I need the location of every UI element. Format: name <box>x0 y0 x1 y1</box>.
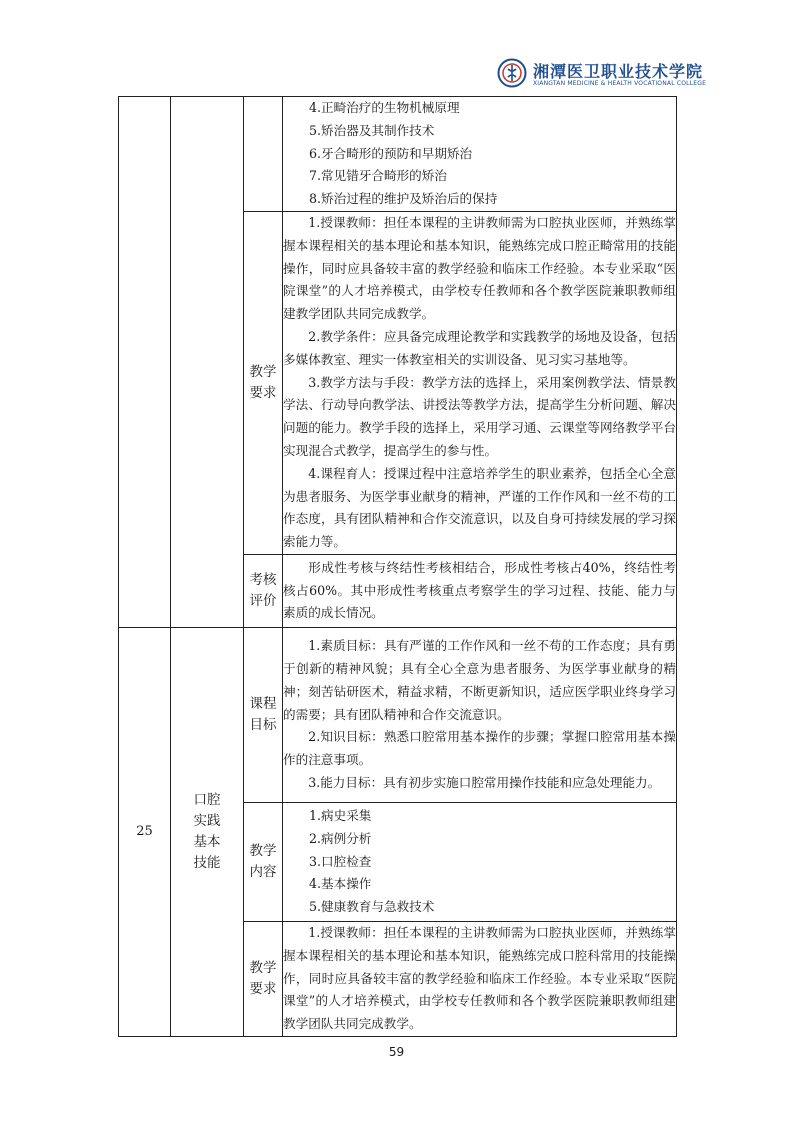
course-name-line: 技能 <box>193 854 221 871</box>
list-item: 4.基本操作 <box>309 876 372 892</box>
label-line: 评价 <box>249 592 277 609</box>
paragraph: 1.授课教师：担任本课程的主讲教师需为口腔执业医师，并熟练掌握本课程相关的基本理论和基本知识，能熟练完成口腔科常用的技能操作，同时应具备较丰富的教学经验和临床工作经验。本专业采取“医院课堂”的人才培养模式，由学校专任教师和各个教学医院兼职教师组建教学团队共同完成教学。 <box>283 924 676 1032</box>
teaching-req-content <box>283 921 677 1036</box>
section-label-teaching-req <box>244 921 283 1036</box>
label-line: 要求 <box>249 384 277 401</box>
label-line: 考核 <box>249 571 277 588</box>
table-row <box>119 97 677 212</box>
paragraph: 4.课程育人：授课过程中注意培养学生的职业素养，包括全心全意为患者服务、为医学事业献身的精神，严谨的工作作风和一丝不苟的工作态度，具有团队精神和合作交流意识，以及自身可持续发展的学习探索能力等。 <box>283 465 676 550</box>
list-item: 1.病史采集 <box>309 807 372 823</box>
assessment-content <box>283 554 677 627</box>
list-item: 6.牙合畸形的预防和早期矫治 <box>309 145 473 161</box>
paragraph: 1.授课教师：担任本课程的主讲教师需为口腔执业医师，并熟练掌握本课程相关的基本理论和基本知识，能熟练完成口腔正畸常用的技能操作，同时应具备较丰富的教学经验和临床工作经验。本专业采取“医院课堂”的人才培养模式，由学校专任教师和各个教学医院兼职教师组建教学团队共同完成教学。 <box>283 214 676 322</box>
paragraph: 1.素质目标：具有严谨的工作作风和一丝不苟的工作态度；具有勇于创新的精神风貌；具有全心全意为患者服务、为医学事业献身的精神；刻苦钻研医术，精益求精，不断更新知识，适应医学职业终身学习的需要；具有团队精神和合作交流意识。 <box>283 638 676 722</box>
course-name-cell <box>171 97 244 628</box>
school-emblem-icon <box>497 58 527 88</box>
table-row <box>119 627 677 802</box>
objectives-content <box>283 627 677 802</box>
list-item: 5.健康教育与急救技术 <box>309 899 435 915</box>
list-item: 2.病例分析 <box>309 830 372 846</box>
list-item: 8.矫治过程的维护及矫治后的保持 <box>309 191 498 207</box>
course-name-line: 实践 <box>193 812 221 829</box>
label-line: 教学 <box>249 363 277 380</box>
label-line: 目标 <box>249 716 277 733</box>
paragraph: 3.能力目标：具有初步实施口腔常用操作技能和应急处理能力。 <box>308 774 661 790</box>
content-list <box>283 802 677 921</box>
label-line: 内容 <box>249 863 277 880</box>
section-label-content <box>244 802 283 921</box>
list-item: 5.矫治器及其制作技术 <box>309 122 435 138</box>
list-item: 4.正畸治疗的生物机械原理 <box>309 100 460 115</box>
page-number: 59 <box>388 1045 405 1059</box>
course-name-line: 基本 <box>193 833 221 850</box>
course-number: 25 <box>119 627 171 1036</box>
section-label-assessment <box>244 554 283 627</box>
list-item: 3.口腔检查 <box>309 853 372 869</box>
content-list <box>283 97 677 212</box>
label-line: 要求 <box>249 980 277 997</box>
list-item: 7.常见错牙合畸形的矫治 <box>309 168 447 184</box>
label-line: 教学 <box>249 842 277 859</box>
label-line: 教学 <box>249 959 277 976</box>
section-label <box>244 97 283 212</box>
school-logo <box>497 58 707 92</box>
school-name-cn: 湘潭医卫职业技术学院 <box>533 62 704 81</box>
course-name-line: 口腔 <box>193 791 221 808</box>
paragraph: 形成性考核与终结性考核相结合，形成性考核占40%，终结性考核占60%。其中形成性考核重点考察学生的学习过程、技能、能力与素质的成长情况。 <box>283 559 676 621</box>
curriculum-table <box>118 96 677 1037</box>
label-line: 课程 <box>249 695 277 712</box>
section-label-teaching-req <box>244 211 283 554</box>
paragraph: 2.知识目标：熟悉口腔常用基本操作的步骤；掌握口腔常用基本操作的注意事项。 <box>283 729 676 768</box>
section-label-objectives <box>244 627 283 802</box>
teaching-req-content <box>283 211 677 554</box>
paragraph: 2.教学条件：应具备完成理论教学和实践教学的场地及设备，包括多媒体教室、理实一体教室相关的实训设备、见习实习基地等。 <box>283 328 676 367</box>
paragraph: 3.教学方法与手段：教学方法的选择上，采用案例教学法、情景教学法、行动导向教学法、讲授法等教学方法，提高学生分析问题、解决问题的能力。教学手段的选择上，采用学习通、云课堂等网络教学平台实现混合式教学，提高学生的参与性。 <box>283 374 676 458</box>
school-name-en: XIANGTAN MEDICINE & HEALTH VOCATIONAL COLLEGE <box>533 80 707 87</box>
course-name <box>171 627 244 1036</box>
course-number-cell <box>119 97 171 628</box>
